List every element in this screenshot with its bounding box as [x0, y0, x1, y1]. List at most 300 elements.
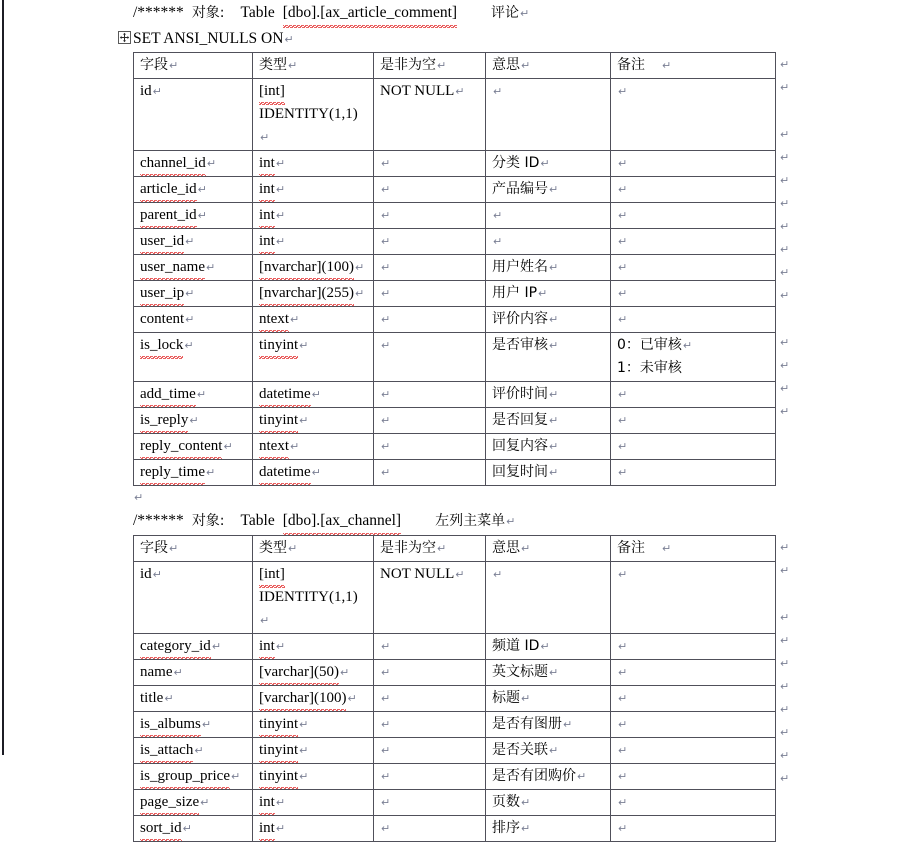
- paragraph-mark-icon: ↵: [618, 414, 628, 427]
- paragraph-mark-icon: ↵: [549, 414, 559, 427]
- paragraph-mark-icon: ↵: [618, 85, 628, 98]
- cell-field: category_id↵: [134, 634, 253, 660]
- paragraph-mark-icon: ↵: [201, 718, 212, 731]
- table-header-row: [134, 53, 776, 79]
- cell-field: content↵: [134, 307, 253, 333]
- column-header-nullable: 是非为空↵: [374, 536, 486, 562]
- cell-nullable: [374, 229, 486, 255]
- table-row: [134, 229, 776, 255]
- paragraph-mark-icon: ↵: [299, 744, 309, 757]
- paragraph-mark-icon: ↵: [437, 59, 447, 72]
- cell-meaning: 是否有图册↵: [486, 712, 611, 738]
- paragraph-mark-icon: ↵: [290, 440, 300, 453]
- object-heading-2: [133, 508, 893, 535]
- paragraph-mark-icon: ↵: [260, 131, 270, 144]
- paragraph-mark-icon: ↵: [780, 174, 790, 187]
- column-header-field: 字段↵: [134, 53, 253, 79]
- paragraph-mark-icon: ↵: [780, 197, 790, 210]
- paragraph-mark-icon: ↵: [780, 772, 790, 785]
- outside-paragraph-marks-1: [779, 52, 819, 422]
- paragraph-mark-icon: ↵: [381, 388, 391, 401]
- cell-nullable: [374, 686, 486, 712]
- paragraph-mark-icon: ↵: [311, 466, 321, 479]
- cell-nullable: [374, 634, 486, 660]
- cell-nullable: [374, 382, 486, 408]
- cell-nullable: [374, 816, 486, 842]
- paragraph-mark-icon: ↵: [381, 157, 391, 170]
- paragraph-mark-icon: ↵: [549, 666, 559, 679]
- cell-meaning: [486, 229, 611, 255]
- cell-meaning: 是否回复↵: [486, 408, 611, 434]
- paragraph-mark-icon: ↵: [780, 634, 790, 647]
- table-row: [134, 460, 776, 486]
- cell-nullable: [374, 307, 486, 333]
- paragraph-mark-icon: ↵: [780, 749, 790, 762]
- cell-meaning: 评价时间↵: [486, 382, 611, 408]
- cell-nullable: [374, 434, 486, 460]
- cell-field: is_group_price↵: [134, 764, 253, 790]
- cell-nullable: [374, 660, 486, 686]
- paragraph-mark-icon: ↵: [549, 313, 559, 326]
- cell-meaning: [486, 79, 611, 151]
- column-header-field: 字段↵: [134, 536, 253, 562]
- paragraph-mark-icon: ↵: [381, 313, 391, 326]
- paragraph-mark-icon: ↵: [275, 209, 286, 222]
- cell-field: article_id↵: [134, 177, 253, 203]
- paragraph-mark-icon: ↵: [354, 287, 365, 300]
- paragraph-mark-icon: ↵: [381, 796, 391, 809]
- paragraph-mark-icon: ↵: [780, 541, 790, 554]
- paragraph-mark-icon: ↵: [381, 287, 391, 300]
- sql-statement-text-1: SET ANSI_NULLS ON: [133, 30, 284, 47]
- paragraph-mark-icon: ↵: [780, 564, 790, 577]
- cell-meaning: 排序↵: [486, 816, 611, 842]
- column-header-remark: 备注 ↵: [611, 53, 776, 79]
- paragraph-mark-icon: ↵: [618, 466, 628, 479]
- cell-nullable: [374, 255, 486, 281]
- paragraph-mark-icon: ↵: [455, 568, 465, 581]
- cell-remark: [611, 177, 776, 203]
- paragraph-mark-icon: ↵: [339, 666, 350, 679]
- paragraph-mark-icon: ↵: [618, 261, 628, 274]
- column-header-meaning: 意思↵: [486, 53, 611, 79]
- table-row: [134, 281, 776, 307]
- cell-remark: [611, 79, 776, 151]
- schema-table-article-comment: [133, 52, 776, 486]
- paragraph-mark-icon: ↵: [780, 81, 790, 94]
- table-row: [134, 382, 776, 408]
- paragraph-mark-icon: ↵: [230, 770, 241, 783]
- paragraph-mark-icon: ↵: [540, 157, 550, 170]
- cell-nullable: [374, 460, 486, 486]
- paragraph-mark-icon: ↵: [493, 209, 503, 222]
- paragraph-mark-icon: ↵: [381, 183, 391, 196]
- cell-field: reply_content↵: [134, 434, 253, 460]
- cell-type: int↵: [253, 229, 374, 255]
- paragraph-mark-icon: ↵: [381, 466, 391, 479]
- paragraph-mark-icon: ↵: [493, 568, 503, 581]
- table-row: [134, 203, 776, 229]
- cell-remark: [611, 460, 776, 486]
- paragraph-mark-icon: ↵: [169, 542, 179, 555]
- empty-paragraph-between-tables: [133, 486, 893, 508]
- cell-remark: [611, 816, 776, 842]
- table-row: [134, 686, 776, 712]
- paragraph-mark-icon: ↵: [780, 266, 790, 279]
- column-header-meaning: 意思↵: [486, 536, 611, 562]
- cell-nullable: [374, 177, 486, 203]
- table-row: [134, 333, 776, 382]
- cell-type: int↵: [253, 151, 374, 177]
- cell-field: is_attach↵: [134, 738, 253, 764]
- paragraph-mark-icon: ↵: [780, 220, 790, 233]
- paragraph-mark-icon: ↵: [618, 666, 628, 679]
- paragraph-mark-icon: ↵: [549, 440, 559, 453]
- object-kind-1: Table: [240, 4, 275, 21]
- paragraph-mark-icon: ↵: [549, 388, 559, 401]
- cell-field: name↵: [134, 660, 253, 686]
- cell-type: [nvarchar](255)↵: [253, 281, 374, 307]
- cell-type: datetime↵: [253, 382, 374, 408]
- cell-remark: [611, 255, 776, 281]
- paragraph-mark-icon: ↵: [780, 703, 790, 716]
- cell-remark: 0：已审核↵ 1：未审核: [611, 333, 776, 382]
- paragraph-mark-icon: ↵: [185, 235, 195, 248]
- cell-meaning: 是否审核↵: [486, 333, 611, 382]
- cell-meaning: 用户姓名↵: [486, 255, 611, 281]
- paragraph-mark-icon: ↵: [682, 339, 693, 352]
- paragraph-mark-icon: ↵: [437, 542, 447, 555]
- object-table-name-2: [ax_channel]: [320, 508, 401, 534]
- schema-table-wrapper-2: [133, 535, 893, 842]
- cell-remark: [611, 281, 776, 307]
- comment-prefix-1: /******: [133, 4, 184, 21]
- paragraph-mark-icon: ↵: [381, 235, 391, 248]
- paragraph-mark-icon: ↵: [618, 640, 628, 653]
- paragraph-mark-icon: ↵: [275, 640, 286, 653]
- cell-type: int↵: [253, 177, 374, 203]
- paragraph-mark-icon: ↵: [185, 287, 195, 300]
- cell-meaning: 用户 IP↵: [486, 281, 611, 307]
- cell-remark: [611, 307, 776, 333]
- cell-remark: [611, 738, 776, 764]
- paragraph-mark-icon: ↵: [354, 261, 365, 274]
- cell-nullable: NOT NULL↵: [374, 562, 486, 634]
- paragraph-mark-icon: ↵: [381, 339, 391, 352]
- cell-meaning: 回复内容↵: [486, 434, 611, 460]
- cell-nullable: [374, 738, 486, 764]
- paragraph-mark-icon: ↵: [173, 666, 183, 679]
- cell-remark: [611, 151, 776, 177]
- cell-meaning: [486, 203, 611, 229]
- cell-field: user_name↵: [134, 255, 253, 281]
- cell-remark: [611, 434, 776, 460]
- table-row: [134, 177, 776, 203]
- paragraph-mark-icon: ↵: [455, 85, 465, 98]
- cell-field: id↵: [134, 79, 253, 151]
- table-row: [134, 634, 776, 660]
- cell-field: is_albums↵: [134, 712, 253, 738]
- paragraph-mark-icon: ↵: [563, 718, 573, 731]
- paragraph-mark-icon: ↵: [549, 466, 559, 479]
- cell-remark: [611, 686, 776, 712]
- paragraph-mark-icon: ↵: [540, 640, 550, 653]
- paragraph-mark-icon: ↵: [780, 359, 790, 372]
- paragraph-mark-icon: ↵: [618, 822, 628, 835]
- cell-type: datetime↵: [253, 460, 374, 486]
- paragraph-mark-icon: ↵: [381, 744, 391, 757]
- cell-field: sort_id↵: [134, 816, 253, 842]
- paragraph-mark-icon: ↵: [618, 568, 628, 581]
- paragraph-mark-icon: ↵: [549, 183, 559, 196]
- paragraph-mark-icon: ↵: [618, 440, 628, 453]
- paragraph-mark-icon: ↵: [196, 388, 207, 401]
- cell-remark: [611, 634, 776, 660]
- cell-type: tinyint↵: [253, 738, 374, 764]
- object-table-name-1: [ax_article_comment]: [320, 0, 457, 26]
- cell-nullable: [374, 333, 486, 382]
- object-description-2: 左列主菜单: [435, 513, 506, 529]
- paragraph-mark-icon: ↵: [381, 440, 391, 453]
- cell-type: ntext↵: [253, 434, 374, 460]
- paragraph-mark-icon: ↵: [311, 388, 321, 401]
- cell-type: [varchar](50)↵: [253, 660, 374, 686]
- paragraph-mark-icon: ↵: [182, 822, 192, 835]
- cell-remark: [611, 660, 776, 686]
- table-row: [134, 255, 776, 281]
- paragraph-mark-icon: ↵: [205, 261, 216, 274]
- paragraph-mark-icon: ↵: [780, 657, 790, 670]
- cell-nullable: [374, 203, 486, 229]
- paragraph-mark-icon: ↵: [381, 414, 391, 427]
- paragraph-mark-icon: ↵: [288, 542, 298, 555]
- comment-prefix-2: /******: [133, 512, 184, 529]
- paragraph-mark-icon: ↵: [549, 744, 559, 757]
- paragraph-mark-icon: ↵: [260, 614, 270, 627]
- object-schema-2: [dbo].: [283, 508, 320, 534]
- paragraph-mark-icon: ↵: [299, 718, 309, 731]
- cell-type: int↵: [253, 790, 374, 816]
- paragraph-mark-icon: ↵: [662, 542, 672, 555]
- paragraph-mark-icon: ↵: [618, 209, 628, 222]
- cell-type: int↵: [253, 816, 374, 842]
- schema-table-wrapper-1: [133, 52, 893, 486]
- paragraph-mark-icon: ↵: [521, 542, 531, 555]
- paragraph-mark-icon: ↵: [169, 59, 179, 72]
- paragraph-mark-icon: ↵: [290, 313, 300, 326]
- table-row: [134, 307, 776, 333]
- paragraph-mark-icon: ↵: [506, 515, 516, 528]
- paragraph-mark-icon: ↵: [205, 466, 216, 479]
- schema-table-channel: [133, 535, 776, 842]
- cell-field: id↵: [134, 562, 253, 634]
- paragraph-mark-icon: ↵: [164, 692, 174, 705]
- paragraph-mark-icon: ↵: [780, 611, 790, 624]
- cell-type: [int] IDENTITY(1,1) ↵: [253, 79, 374, 151]
- paragraph-mark-icon: ↵: [200, 796, 210, 809]
- cell-remark: [611, 790, 776, 816]
- table-row: [134, 738, 776, 764]
- paragraph-mark-icon: ↵: [288, 59, 298, 72]
- paragraph-mark-icon: ↵: [662, 59, 672, 72]
- column-header-type: 类型↵: [253, 53, 374, 79]
- cell-meaning: 是否有团购价↵: [486, 764, 611, 790]
- paragraph-mark-icon: ↵: [223, 440, 233, 453]
- paragraph-mark-icon: ↵: [780, 405, 790, 418]
- table-row: [134, 660, 776, 686]
- paragraph-mark-icon: ↵: [521, 796, 531, 809]
- paragraph-mark-icon: ↵: [206, 157, 217, 170]
- cell-nullable: [374, 790, 486, 816]
- paragraph-mark-icon: ↵: [381, 770, 391, 783]
- paragraph-mark-icon: ↵: [520, 7, 530, 20]
- paragraph-mark-icon: ↵: [780, 382, 790, 395]
- cell-nullable: [374, 712, 486, 738]
- paragraph-mark-icon: ↵: [275, 157, 286, 170]
- paragraph-mark-icon: ↵: [521, 59, 531, 72]
- cell-nullable: [374, 764, 486, 790]
- move-cross-icon: [119, 32, 130, 43]
- cell-type: int↵: [253, 203, 374, 229]
- cell-meaning: [486, 562, 611, 634]
- cell-field: page_size↵: [134, 790, 253, 816]
- paragraph-mark-icon: ↵: [152, 85, 162, 98]
- paragraph-mark-icon: ↵: [184, 339, 194, 352]
- paragraph-mark-icon: ↵: [618, 718, 628, 731]
- cell-type: [varchar](100)↵: [253, 686, 374, 712]
- table-row: [134, 790, 776, 816]
- object-heading-1: [133, 0, 893, 27]
- paragraph-mark-icon: ↵: [521, 692, 531, 705]
- paragraph-mark-icon: ↵: [381, 822, 391, 835]
- paragraph-mark-icon: ↵: [618, 287, 628, 300]
- paragraph-mark-icon: ↵: [780, 336, 790, 349]
- paragraph-mark-icon: ↵: [299, 414, 309, 427]
- cell-field: channel_id↵: [134, 151, 253, 177]
- cell-field: user_id↵: [134, 229, 253, 255]
- column-header-remark: 备注 ↵: [611, 536, 776, 562]
- paragraph-mark-icon: ↵: [780, 289, 790, 302]
- cell-type: tinyint↵: [253, 408, 374, 434]
- paragraph-mark-icon: ↵: [549, 339, 559, 352]
- paragraph-mark-icon: ↵: [618, 183, 628, 196]
- cell-nullable: [374, 408, 486, 434]
- cell-remark: [611, 764, 776, 790]
- cell-type: int↵: [253, 634, 374, 660]
- paragraph-mark-icon: ↵: [197, 209, 207, 222]
- paragraph-mark-icon: ↵: [618, 744, 628, 757]
- paragraph-mark-icon: ↵: [577, 770, 587, 783]
- paragraph-mark-icon: ↵: [185, 313, 195, 326]
- cell-remark: [611, 712, 776, 738]
- paragraph-mark-icon: ↵: [493, 235, 503, 248]
- cell-meaning: 回复时间↵: [486, 460, 611, 486]
- table-row: [134, 764, 776, 790]
- paragraph-mark-icon: ↵: [381, 666, 391, 679]
- paragraph-mark-icon: ↵: [381, 692, 391, 705]
- cell-type: ntext↵: [253, 307, 374, 333]
- table-move-handle-icon[interactable]: [118, 31, 131, 44]
- column-header-type: 类型↵: [253, 536, 374, 562]
- table-row: [134, 151, 776, 177]
- object-kind-2: Table: [240, 512, 275, 529]
- cell-field: reply_time↵: [134, 460, 253, 486]
- object-description-1: 评论: [491, 5, 520, 21]
- paragraph-mark-icon: ↵: [780, 151, 790, 164]
- cell-remark: [611, 562, 776, 634]
- object-label-1: 对象:: [191, 5, 225, 21]
- cell-remark: [611, 382, 776, 408]
- paragraph-mark-icon: ↵: [618, 388, 628, 401]
- paragraph-mark-icon: ↵: [780, 58, 790, 71]
- cell-remark: [611, 229, 776, 255]
- cell-type: tinyint↵: [253, 333, 374, 382]
- cell-nullable: [374, 151, 486, 177]
- cell-meaning: 是否关联↵: [486, 738, 611, 764]
- table-row: [134, 712, 776, 738]
- paragraph-mark-icon: ↵: [299, 339, 309, 352]
- cell-meaning: 标题↵: [486, 686, 611, 712]
- paragraph-mark-icon: ↵: [493, 85, 503, 98]
- cell-field: parent_id↵: [134, 203, 253, 229]
- outside-paragraph-marks-2: [779, 535, 819, 789]
- paragraph-mark-icon: ↵: [780, 726, 790, 739]
- document-content: [133, 0, 893, 842]
- paragraph-mark-icon: ↵: [780, 680, 790, 693]
- paragraph-mark-icon: ↵: [275, 796, 286, 809]
- column-header-nullable: 是非为空↵: [374, 53, 486, 79]
- cell-field: title↵: [134, 686, 253, 712]
- table-row: [134, 816, 776, 842]
- paragraph-mark-icon: ↵: [538, 287, 548, 300]
- table-row: [134, 562, 776, 634]
- paragraph-mark-icon: ↵: [275, 183, 286, 196]
- paragraph-mark-icon: ↵: [275, 235, 286, 248]
- paragraph-mark-icon: ↵: [618, 796, 628, 809]
- paragraph-mark-icon: ↵: [618, 235, 628, 248]
- paragraph-mark-icon: ↵: [549, 261, 559, 274]
- cell-meaning: 英文标题↵: [486, 660, 611, 686]
- cell-field: is_reply↵: [134, 408, 253, 434]
- object-label-2: 对象:: [191, 513, 225, 529]
- cell-type: tinyint↵: [253, 712, 374, 738]
- paragraph-mark-icon: ↵: [194, 744, 204, 757]
- paragraph-mark-icon: ↵: [347, 692, 357, 705]
- paragraph-mark-icon: ↵: [189, 414, 199, 427]
- table-row: [134, 79, 776, 151]
- object-schema-1: [dbo].: [283, 0, 320, 26]
- paragraph-mark-icon: ↵: [521, 822, 531, 835]
- paragraph-mark-icon: ↵: [618, 313, 628, 326]
- paragraph-mark-icon: ↵: [381, 640, 391, 653]
- paragraph-mark-icon: ↵: [197, 183, 207, 196]
- cell-nullable: [374, 281, 486, 307]
- paragraph-mark-icon: ↵: [618, 157, 628, 170]
- paragraph-mark-icon: ↵: [381, 209, 391, 222]
- paragraph-mark-icon: ↵: [211, 640, 222, 653]
- cell-type: tinyint↵: [253, 764, 374, 790]
- cell-nullable: NOT NULL↵: [374, 79, 486, 151]
- cell-type: [int] IDENTITY(1,1) ↵: [253, 562, 374, 634]
- cell-remark: [611, 203, 776, 229]
- paragraph-mark-icon: ↵: [299, 770, 309, 783]
- paragraph-mark-icon: ↵: [381, 718, 391, 731]
- paragraph-mark-icon: ↵: [134, 491, 144, 504]
- cell-field: user_ip↵: [134, 281, 253, 307]
- paragraph-mark-icon: ↵: [381, 261, 391, 274]
- paragraph-mark-icon: ↵: [618, 692, 628, 705]
- paragraph-mark-icon: ↵: [780, 128, 790, 141]
